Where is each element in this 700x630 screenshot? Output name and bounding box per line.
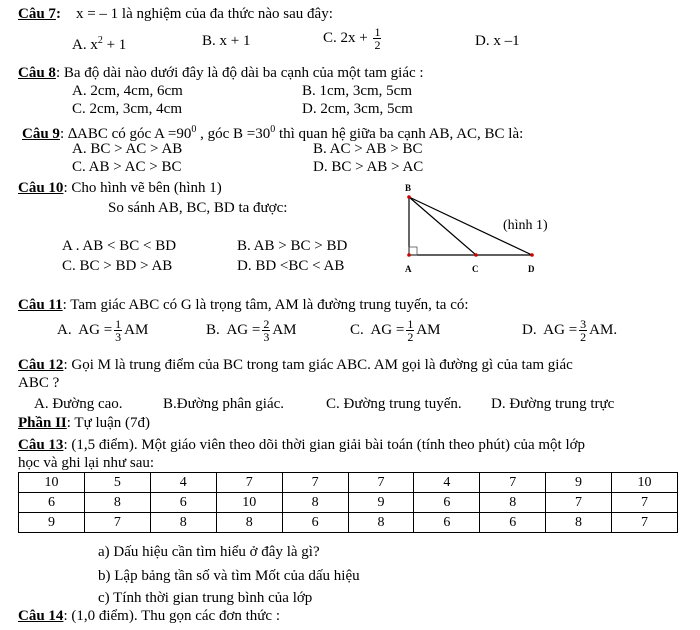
q7-option-a[interactable]: A. $x^2 + 1$	[72, 35, 127, 53]
q10-option-a[interactable]: A . AB < BC < BD	[62, 238, 177, 254]
q8-option-d[interactable]: D. 2cm, 3cm, 5cm	[302, 101, 413, 117]
q7-option-b[interactable]: B. x + 1	[202, 33, 251, 49]
q7-option-c[interactable]: C. 2x + $\frac{1}{2}$	[323, 25, 381, 52]
figure-hinh-1	[395, 180, 565, 280]
figure-label-d: D	[528, 264, 535, 274]
q7-stem: x = – 1 là nghiệm của đa thức nào sau đây:	[75, 6, 333, 22]
q9-line: Câu 9: ∆ABC có góc $A =90^0$ , góc $B =30^0$ thì quan hệ giữa ba cạnh AB, AC, BC là:	[22, 124, 524, 142]
q7-option-d[interactable]: D. x –1	[475, 33, 520, 49]
q10-line: Câu 10: Cho hình vẽ bên (hình 1)	[18, 180, 222, 196]
figure-label-b: B	[405, 183, 412, 193]
q11-option-c[interactable]: C. AG = $\frac{1}{2}$ AM	[350, 317, 441, 344]
q8-option-b[interactable]: B. 1cm, 3cm, 5cm	[302, 83, 412, 99]
table-row: 10 5 4 7 7 7 4 7 9 10	[19, 473, 678, 493]
q12-option-b[interactable]: B.Đường phân giác.	[163, 396, 285, 412]
q14-number: Câu 14	[18, 608, 64, 624]
table-row: 9 7 8 8 6 8 6 6 8 7	[19, 513, 678, 533]
q10-option-c[interactable]: C. BC > BD > AB	[62, 258, 173, 274]
q10-option-b[interactable]: B. AB > BC > BD	[237, 238, 348, 254]
q12-option-c[interactable]: C. Đường trung tuyến.	[326, 396, 462, 412]
q10-stem2: So sánh AB, BC, BD ta được:	[108, 200, 288, 216]
q11-number: Câu 11	[18, 297, 63, 313]
q11-option-d[interactable]: D. AG = $\frac{3}{2}$ AM.	[522, 317, 618, 344]
table-row: 6 8 6 10 8 9 6 8 7 7	[19, 493, 678, 513]
q8-option-a[interactable]: A. 2cm, 4cm, 6cm	[72, 83, 183, 99]
q12-number: Câu 12	[18, 357, 64, 373]
figure-caption: (hình 1)	[503, 218, 548, 233]
q10-option-d[interactable]: D. BD <BC < AB	[237, 258, 345, 274]
figure-label-c: C	[472, 264, 479, 274]
q10-number: Câu 10	[18, 180, 64, 196]
q13-item-c: c) Tính thời gian trung bình của lớp	[98, 590, 313, 606]
q12-option-d[interactable]: D. Đường trung trực	[491, 396, 615, 412]
q13-stem2: học và ghi lại như sau:	[18, 455, 155, 471]
q11-line: Câu 11: Tam giác ABC có G là trọng tâm, AM là đường trung tuyến, ta có:	[18, 297, 469, 313]
q11-option-a[interactable]: A. AG = $\frac{1}{3}$ AM	[57, 317, 149, 344]
q8-line	[18, 64, 424, 82]
q9-option-c[interactable]: C. AB > AC > BC	[72, 159, 182, 175]
q13-data-table	[18, 472, 678, 533]
q8-stem: : Ba độ dài nào dưới đây là độ dài ba cạnh của một tam giác :	[55, 65, 424, 81]
q14-line: Câu 14: (1,0 điểm). Thu gọn các đơn thức :	[18, 608, 281, 624]
q9-option-d[interactable]: D. BC > AB > AC	[313, 159, 424, 175]
q8-number: Câu 8	[18, 65, 56, 81]
q9-option-a[interactable]: A. BC > AC > AB	[72, 141, 183, 157]
part2-heading: Phần II: Tự luận (7đ)	[18, 415, 151, 431]
q7-number: Câu 7	[18, 6, 56, 22]
q13-item-b: b) Lập bảng tần số và tìm Mốt của dấu hiệu	[98, 568, 360, 584]
part2-title: Phần II	[18, 415, 67, 431]
q11-option-b[interactable]: B. AG = $\frac{2}{3}$ AM	[206, 317, 297, 344]
q12-line: Câu 12: Gọi M là trung điểm của BC trong tam giác ABC. AM gọi là đường gì của tam giác	[18, 357, 573, 373]
q8-option-c[interactable]: C. 2cm, 3cm, 4cm	[72, 101, 182, 117]
q13-number: Câu 13	[18, 437, 64, 453]
q7-fraction: $\frac{1}{2}$	[374, 25, 381, 52]
q7-line: Câu 7: x = – 1 là nghiệm của đa thức nào sau đây:	[18, 6, 333, 22]
q12-option-a[interactable]: A. Đường cao.	[34, 396, 123, 412]
q9-option-b[interactable]: B. AC > AB > BC	[313, 141, 423, 157]
figure-label-a: A	[405, 264, 412, 274]
q13-item-a: a) Dấu hiệu cần tìm hiểu ở đây là gì?	[98, 544, 320, 560]
q13-line: Câu 13: (1,5 điểm). Một giáo viên theo dõi thời gian giải bài toán (tính theo phút) của một lớp	[18, 437, 586, 453]
q9-number: Câu 9	[22, 126, 60, 142]
q12-stem2: ABC ?	[18, 375, 60, 391]
